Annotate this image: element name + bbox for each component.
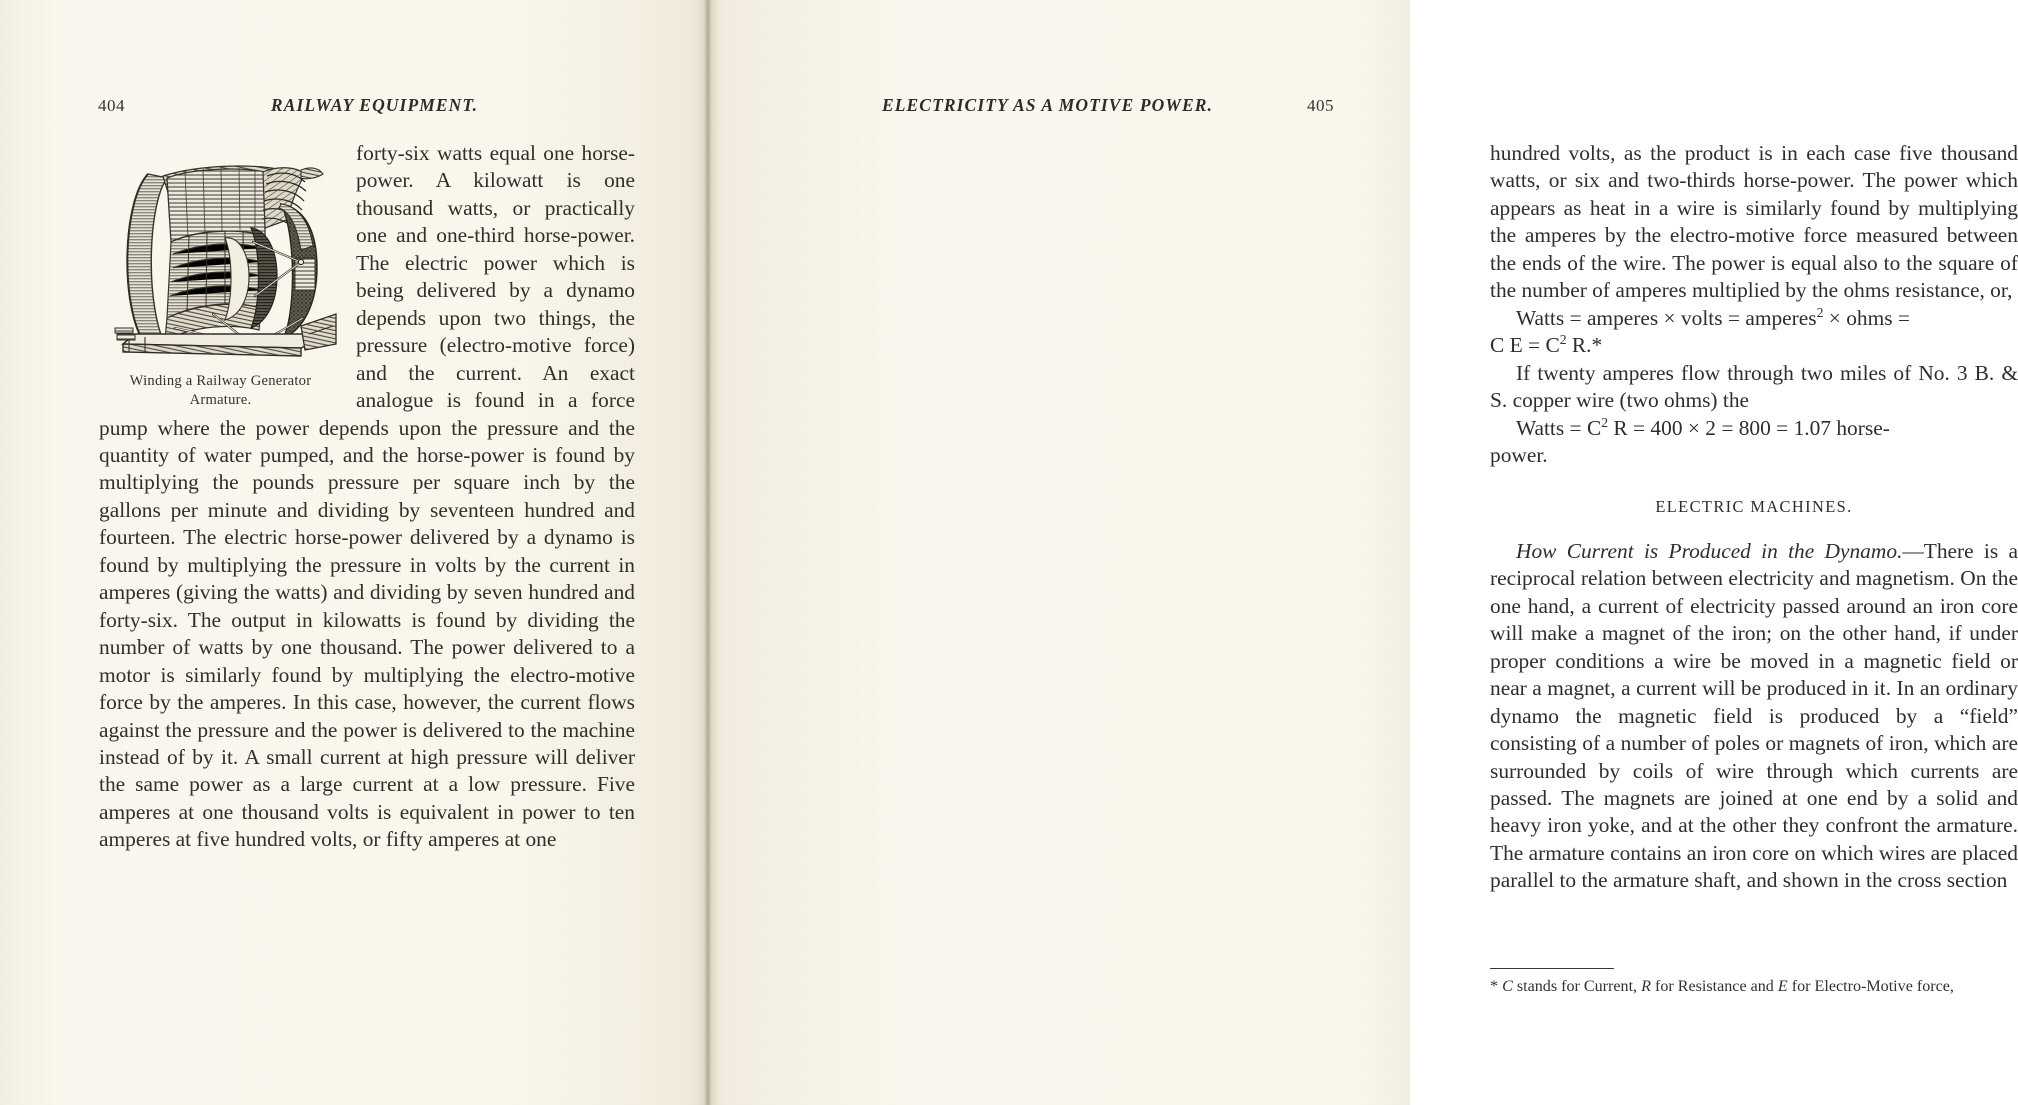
equation-1-part-c: C E = C [1490,333,1560,358]
equation-1-part-b: × ohms = [1823,305,1910,330]
footnote-symbol-r: R [1641,978,1651,995]
footnote-block [1490,968,2018,998]
footnote-symbol-e: E [1777,978,1788,995]
equation-watts-example [1490,415,2018,442]
section-heading-electric-machines: ELECTRIC MACHINES. [1655,497,1853,517]
equation-2-part-b: R = 400 × 2 = 800 = 1.07 horse- [1608,415,1890,440]
footnote-symbol-c: C [1502,978,1513,995]
equation-1-superscript-2: 2 [1559,332,1567,348]
footnote-marker: * [1490,978,1499,995]
right-page [706,0,2018,1105]
right-running-head-title: ELECTRICITY AS A MOTIVE POWER. [881,95,1214,115]
caption-line-2: Armature. [189,392,252,408]
left-page [0,0,706,1105]
equation-1-superscript: 2 [1816,304,1824,320]
left-running-head [98,95,650,119]
left-column-text [99,140,635,854]
right-body-paragraph-3 [1490,538,2018,895]
footnote-text [1490,976,2018,998]
footnote-text-3: for Electro-Motive force, [1787,978,1954,995]
armature-engraving [105,158,336,363]
equation-watts-general [1490,305,2018,332]
right-column-text [1490,140,2018,895]
caption-line-1: Winding a Railway Generator [129,373,312,389]
equation-1-part-d: R.* [1566,333,1603,358]
right-body-paragraph-3-text: —There is a reciprocal relation between electricity and magnetism. On the one hand, a current of electricity passed around an iron core will make a magnet of the iron; on the other hand, if under proper conditions a wire be moved in a magnetic field or near a magnet, a current will be produced in it. In an ordinary dynamo the magnetic field is produced by a “field” consisting of a number of poles or magnets of iron, which are surrounded by coils of wire through which currents are passed. The magnets are joined at one end by a solid and heavy iron yoke, and at the other they confront the armature. The armature contains an iron core on which wires are placed parallel to the armature shaft, and shown in the cross section [1490,538,2018,893]
equation-2-superscript: 2 [1601,414,1609,430]
illustration-figure [99,158,342,410]
right-body-paragraph-1: hundred volts, as the product is in each case five thousand watts, or six and two-thirds horse-power. The power which appears as heat in a wire is similarly found by multiplying the amperes by the electro-motive force measured between the ends of the wire. The power is equal also to the square of the number of amperes multiplied by the ohms resistance, or, [1490,141,2018,303]
left-page-folio: 404 [98,96,125,115]
illustration-caption [99,372,342,410]
equation-ce-c2r [1490,332,2018,359]
equation-2-continuation: power. [1490,442,1548,467]
left-running-head-title: RAILWAY EQUIPMENT. [270,95,479,115]
left-body-paragraph: forty-six watts equal one horse-power. A kilowatt is one thousand watts, or practically one and one-third horse-power. The electric power which is being delivered by a dynamo depends upon two things, the pressure (electro-motive force) and the current. An exact analogue is found in a force pump where the power depends upon the pressure and the quantity of water pumped, and the horse-power is found by multiplying the pounds pressure per square inch by the gallons per minute and dividing by seventeen hundred and fourteen. The electric horse-power delivered by a dynamo is found by multiplying the pressure in volts by the current in amperes (giving the watts) and dividing by seven hundred and forty-six. The output in kilowatts is found by dividing the number of watts by one thousand. The power delivered to a motor is similarly found by multiplying the electro-motive force by the amperes. In this case, however, the current flows against the pressure and the power is delivered to the machine instead of by it. A small current at high pressure will deliver the same power as a large current at a low pressure. Five amperes at one thousand volts is equivalent in power to ten amperes at five hundred volts, or fifty amperes at one [99,141,635,852]
equation-2-part-a: Watts = C [1516,415,1602,440]
armature-engraving-svg [105,158,336,363]
right-running-head [780,95,1334,119]
right-page-folio: 405 [1307,96,1334,115]
equation-1-part-a: Watts = amperes × volts = amperes [1516,305,1817,330]
right-body-paragraph-2: If twenty amperes flow through two miles of No. 3 B. & S. copper wire (two ohms) the [1490,360,2018,413]
run-in-title: How Current is Produced in the Dynamo. [1516,538,1903,563]
footnote-text-2: for Resistance and [1650,978,1778,995]
footnote-text-1: stands for Current, [1512,978,1642,995]
footnote-rule [1490,968,1614,969]
